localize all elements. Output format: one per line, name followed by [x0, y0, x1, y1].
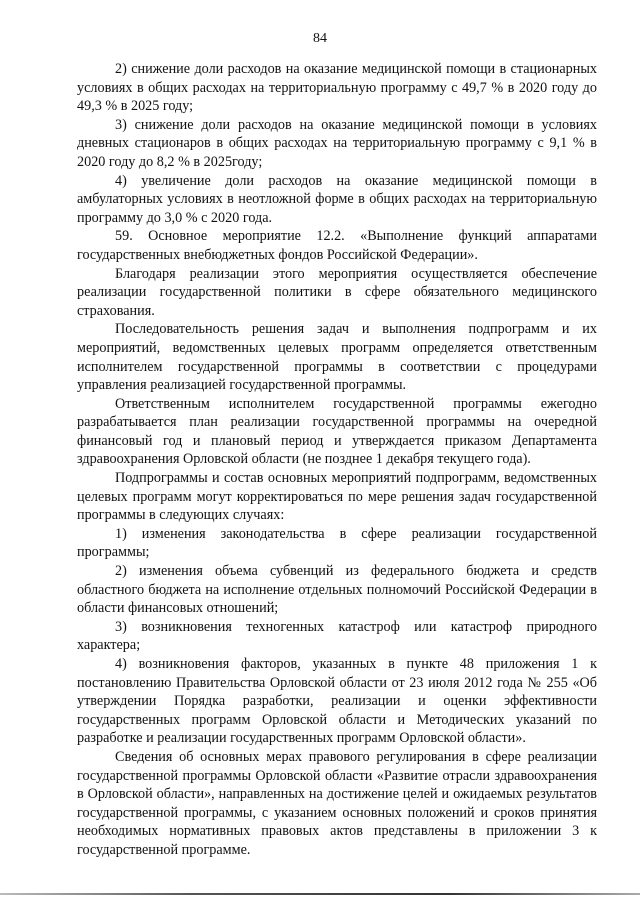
paragraph-reduce-day-hospital-share: 3) снижение доли расходов на оказание медицинской помощи в условиях дневных стационаров в общих расходах на территориальную программу с 9,1 % в 2020 году до 8,2 % в 2025году;	[77, 116, 597, 170]
paragraph-case-disasters: 3) возникновения техногенных катастроф или катастроф природного характера;	[77, 618, 597, 654]
paragraph-case-subventions: 2) изменения объема субвенций из федерального бюджета и средств областного бюджета на исполнение отдельных полномочий Российской Федерации в области финансовых отношений;	[77, 563, 597, 617]
document-body	[77, 60, 597, 860]
paragraph-case-factors: 4) возникновения факторов, указанных в пункте 48 приложения 1 к постановлению Правительства Орловской области от 23 июля 2012 года № 255 «Об утверждении Порядка разработки, реализации и оценки эффективности государственных программ Орловской области и Методических указаний по разработке и реализации государственных программ Орловской области».	[77, 656, 597, 747]
page-number: 84	[313, 31, 327, 46]
paragraph-case-legislation: 1) изменения законодательства в сфере реализации государственной программы;	[77, 525, 597, 561]
paragraph-annual-plan: Ответственным исполнителем государственной программы ежегодно разрабатывается план реализации государственной программы на очередной финансовый год и плановый период и утверждается приказом Департамента здравоохранения Орловской области (не позднее 1 декабря текущего года).	[77, 395, 597, 468]
paragraph-increase-outpatient-emergency-share: 4) увеличение доли расходов на оказание медицинской помощи в амбулаторных условиях в неотложной форме в общих расходах на территориальную программу до 3,0 % с 2020 года.	[77, 172, 597, 226]
paragraph-sequence-of-tasks: Последовательность решения задач и выполнения подпрограмм и их мероприятий, ведомственных целевых программ определяется ответственным исполнителем государственной программы в соответствии с процедурами управления реализацией государственной программы.	[77, 321, 597, 394]
paragraph-main-activity-12-2: 59. Основное мероприятие 12.2. «Выполнение функций аппаратами государственных внебюджетных фондов Российской Федерации».	[77, 228, 597, 263]
paragraph-reduce-inpatient-share: 2) снижение доли расходов на оказание медицинской помощи в стационарных условиях в общих расходах на территориальную программу с 49,7 % в 2020 году до 49,3 % в 2025 году;	[77, 61, 597, 115]
paragraph-activity-purpose: Благодаря реализации этого мероприятия осуществляется обеспечение реализации государственной политики в сфере обязательного медицинского страхования.	[77, 265, 597, 319]
paragraph-adjustment-cases: Подпрограммы и состав основных мероприятий подпрограмм, ведомственных целевых программ могут корректироваться по мере решения задач государственной программы в следующих случаях:	[77, 470, 597, 524]
bottom-scan-edge	[0, 893, 640, 895]
paragraph-legal-regulation: Сведения об основных мерах правового регулирования в сфере реализации государственной программы Орловской области «Развитие отрасли здравоохранения в Орловской области», направленных на достижение целей и ожидаемых результатов государственной программы, с указанием основных положений и сроков принятия необходимых нормативных правовых актов представлены в приложении 3 к государственной программе.	[77, 748, 597, 858]
